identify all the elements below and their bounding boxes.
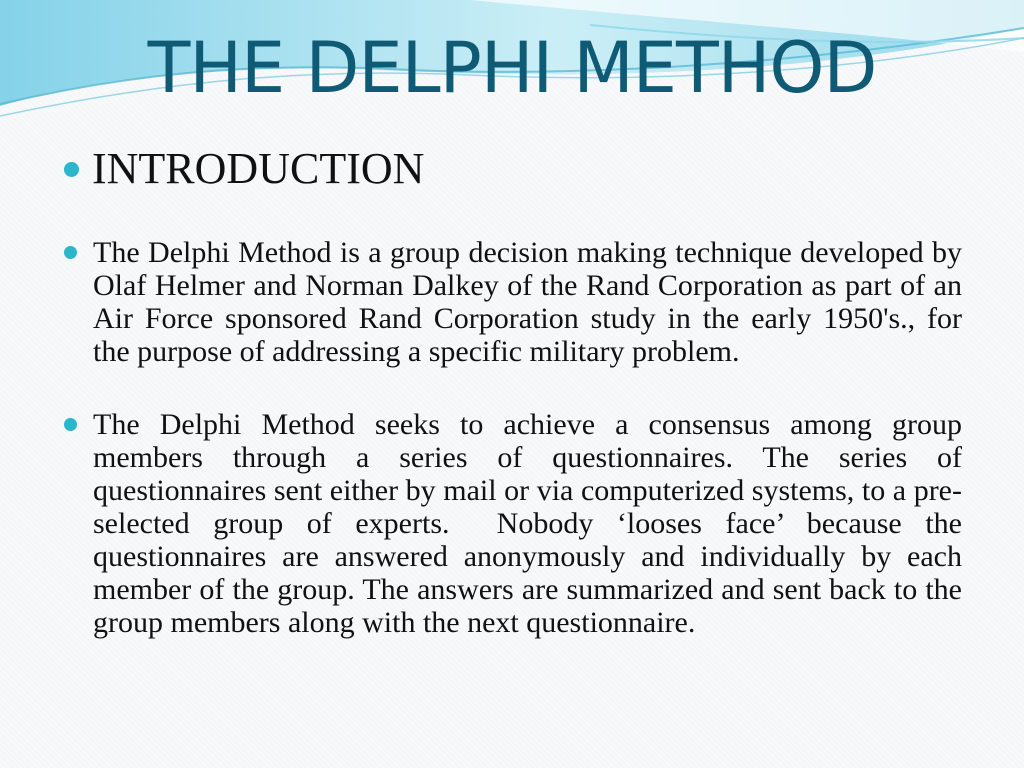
bullet-paragraph-1 <box>64 236 970 368</box>
bullet-dot-icon <box>64 246 77 259</box>
bullet-dot-icon <box>64 162 79 177</box>
bullet-text: INTRODUCTION <box>92 144 425 193</box>
bullet-paragraph-2 <box>64 408 970 639</box>
bullet-introduction <box>64 145 424 193</box>
bullet-dot-icon <box>64 418 77 431</box>
bullet-text: The Delphi Method is a group decision making technique developed by Olaf Helmer and Norman Dalkey of the Rand Corporation as part of an Air Force sponsored Rand Corporation study in the early 1950's., for the purpose of addressing a specific military problem. <box>93 236 970 368</box>
slide-title: THE DELPHI METHOD <box>147 27 877 109</box>
bullet-text: The Delphi Method seeks to achieve a consensus among group members through a series of questionnaires. The series of questionnaires sent either by mail or via computerized systems, to a pre-selected group of experts. Nobody ‘looses face’ because the questionnaires are answered anonymously and individually by each member of the group. The answers are summarized and sent back to the group members along with the next questionnaire. <box>93 408 970 639</box>
